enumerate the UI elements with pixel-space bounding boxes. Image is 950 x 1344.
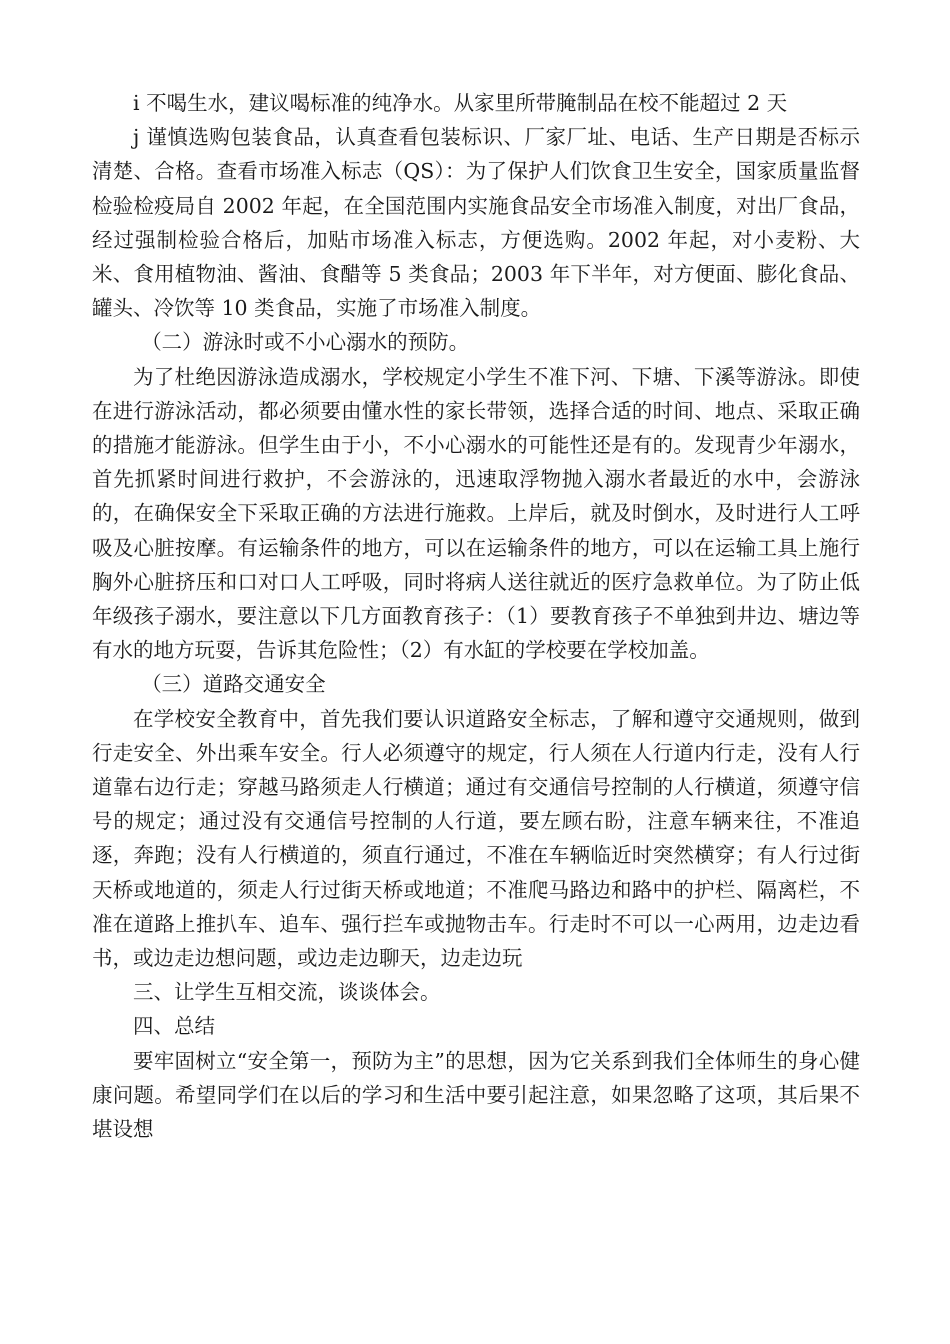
document-body <box>92 86 860 1146</box>
heading-swimming: （二）游泳时或不小心溺水的预防。 <box>141 330 470 355</box>
para-swimming: 为了杜绝因游泳造成溺水，学校规定小学生不准下河、下塘、下溪等游泳。即使在进行游泳活动，都必须要由懂水性的家长带领，选择合适的时间、地点、采取正确的措施才能游泳。但学生由于小，不小心溺水的可能性还是有的。发现青少年溺水，首先抓紧时间进行救护，不会游泳的，迅速取浮物抛入溺水者最近的水中，会游泳的，在确保安全下采取正确的方法进行施救。上岸后，就及时倒水，及时进行人工呼吸及心脏按摩。有运输条件的地方，可以在运输条件的地方，可以在运输工具上施行胸外心脏挤压和口对口人工呼吸，同时将病人送往就近的医疗急救单位。为了防止低年级孩子溺水，要注意以下几方面教育孩子：（1）要教育孩子不单独到井边、塘边等有水的地方玩耍，告诉其危险性；（2）有水缸的学校要在学校加盖。 <box>92 364 860 663</box>
heading-traffic: （三）道路交通安全 <box>141 672 326 697</box>
heading-exchange: 三、让学生互相交流，谈谈体会。 <box>133 980 441 1005</box>
heading-summary: 四、总结 <box>133 1014 215 1039</box>
para-drinking-water: i 不喝生水，建议喝标准的纯净水。从家里所带腌制品在校不能超过 2 天 <box>133 91 788 115</box>
para-packaged-food: j 谨慎选购包装食品，认真查看包装标识、厂家厂址、电话、生产日期是否标示清楚、合格。查看市场准入标志（QS）：为了保护人们饮食卫生安全，国家质量监督检验检疫局自 2002 年起，在全国范围内实施食品安全市场准入制度，对出厂食品，经过强制检验合格后，加贴市场准入标志，方便选购。2002 年起，对小麦粉、大米、食用植物油、酱油、食醋等 5 类食品；2003 年下半年，对方便面、膨化食品、罐头、冷饮等 10 类食品，实施了市场准入制度。 <box>92 125 860 321</box>
para-summary: 要牢固树立“安全第一，预防为主”的思想，因为它关系到我们全体师生的身心健康问题。希望同学们在以后的学习和生活中要引起注意，如果忽略了这项，其后果不堪设想 <box>92 1048 860 1142</box>
para-traffic: 在学校安全教育中，首先我们要认识道路安全标志，了解和遵守交通规则，做到行走安全、外出乘车安全。行人必须遵守的规定，行人须在人行道内行走，没有人行道靠右边行走；穿越马路须走人行横道；通过有交通信号控制的人行横道，须遵守信号的规定；通过没有交通信号控制的人行道，要左顾右盼，注意车辆来往，不准追逐，奔跑；没有人行横道的，须直行通过，不准在车辆临近时突然横穿；有人行过街天桥或地道的，须走人行过街天桥或地道；不准爬马路边和路中的护栏、隔离栏，不准在道路上推扒车、追车、强行拦车或抛物击车。行走时不可以一心两用，边走边看书，或边走边想问题，或边走边聊天，边走边玩 <box>92 706 860 971</box>
